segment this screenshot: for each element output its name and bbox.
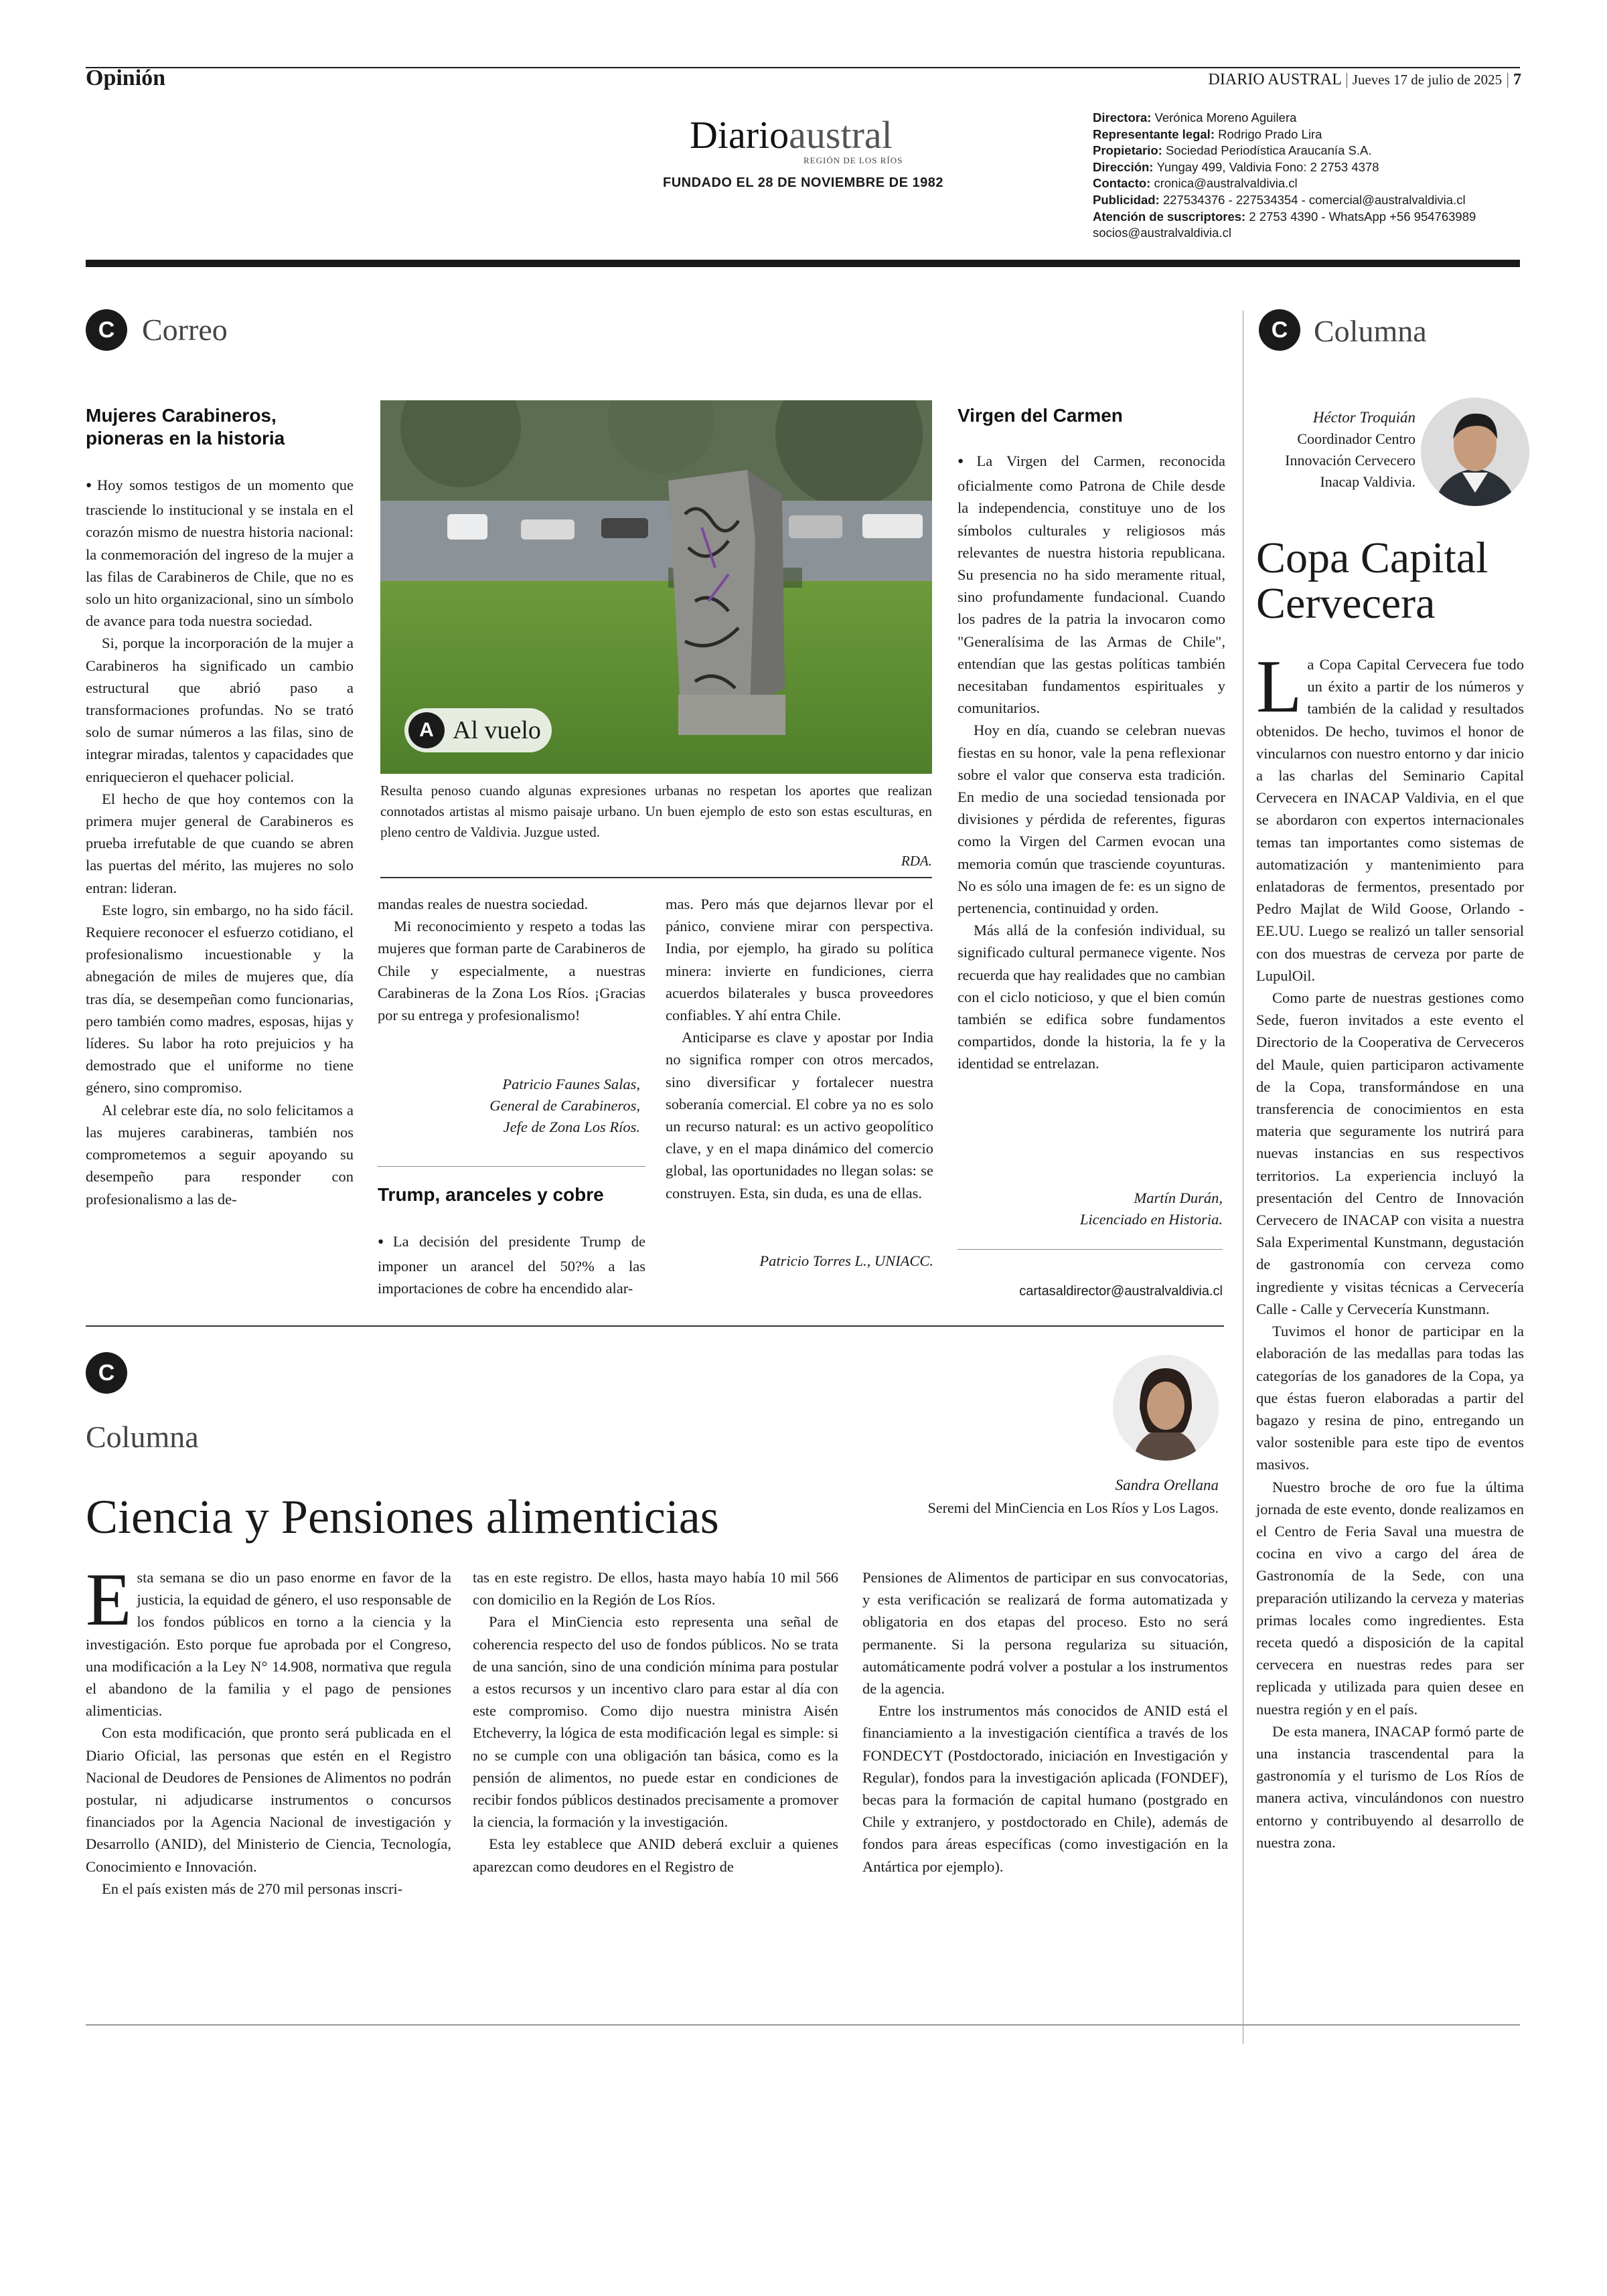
al-vuelo-photo xyxy=(380,400,932,774)
correo-badge: C xyxy=(86,309,127,351)
author-name: Héctor Troquián xyxy=(1312,409,1415,426)
author-name: Sandra Orellana xyxy=(1115,1477,1219,1493)
letter-body xyxy=(958,450,1225,1075)
signature-line: Patricio Torres L., UNIACC. xyxy=(759,1252,933,1269)
signature-line: Patricio Faunes Salas, xyxy=(502,1076,640,1092)
paragraph: Nuestro broche de oro fue la última jornada de este evento, donde realizamos en el Centro de Feria Saval una muestra de cocina en vivo a cargo del área de Gastronomía de la Sede, con una preparación utilizando la cerveza y materias primas locales como ingredientes. Esta receta quedó a disposición de la capital cervecera en nuestras redes para ser replicada y utilizada para quien desee en nuestra región y en el país. xyxy=(1256,1478,1524,1718)
drop-cap: E xyxy=(86,1558,132,1641)
photo-credit: RDA. xyxy=(901,853,932,869)
letter-signature xyxy=(958,1187,1223,1230)
paragraph: Pensiones de Alimentos de participar en sus convocatorias, y esta verificación se realizará de forma automatizada y obligatoria en dos etapas del proceso. Esto no será permanente. Si la persona regulariza su situación, automáticamente podrá volver a postular a los instrumentos de la agencia. xyxy=(862,1569,1228,1698)
signature-line: General de Carabineros, xyxy=(489,1097,640,1114)
columna-label: Columna xyxy=(1314,314,1427,348)
letter-continuation xyxy=(666,893,933,1204)
author-portrait xyxy=(1113,1355,1219,1461)
photo-caption: Resulta penoso cuando algunas expresiones urbanas no respetan los aportes que realizan connotados artistas al mismo paisaje urbano. Un buen ejemplo de esto son estas esculturas, en pleno centro de Valdivia. Juzgue usted. xyxy=(380,783,932,840)
letter-signature xyxy=(666,1250,933,1272)
letter-signature xyxy=(378,1074,640,1138)
signature-line: Inacap Valdivia. xyxy=(1320,473,1415,490)
columna-label: Columna xyxy=(86,1420,199,1454)
author-portrait xyxy=(1421,398,1529,506)
letter-continuation xyxy=(378,893,645,1026)
paragraph: ● Hoy somos testigos de un momento que trasciende lo institucional y se instala en el corazón mismo de nuestra historia nacional: la conmemoración del ingreso de la mujer a las filas de Carabineros de Chile, que no es solo un hito organizacional, sino un símbolo de avance para toda nuestra sociedad. xyxy=(86,474,354,632)
masthead-line: socios@australvaldivia.cl xyxy=(1093,226,1231,240)
paragraph: tas en este registro. De ellos, hasta mayo había 10 mil 566 con domicilio en la Región de Los Ríos. xyxy=(473,1569,838,1609)
paragraph: ● La Virgen del Carmen, reconocida oficialmente como Patrona de Chile desde la independencia, constituye uno de los símbolos culturales y religiosos más relevantes de nuestra historia republicana. Su presencia no ha sido meramente ritual, sino profundamente fundacional. Cuando los padres de la patria la invocaron como "Generalísima de las Armas de Chile", entendían que las gestas políticas también necesitaban fundamentos espirituales y comunitarios. xyxy=(958,450,1225,719)
al-vuelo-tag xyxy=(404,708,552,752)
masthead-line: Representante legal: Rodrigo Prado Lira xyxy=(1093,127,1322,141)
signature-line: Jefe de Zona Los Ríos. xyxy=(503,1119,640,1135)
paragraph: En el país existen más de 270 mil personas inscri- xyxy=(102,1880,403,1897)
column-title: Copa Capital Cervecera xyxy=(1256,534,1488,628)
paragraph: Esta ley establece que ANID deberá excluir a quienes aparezcan como deudores en el Registro de xyxy=(473,1835,838,1875)
section-title: Opinión xyxy=(86,66,166,90)
paragraph: Entre los instrumentos más conocidos de ANID está el financiamiento a la investigación científica a través de los FONDECYT (Postdoctorado, iniciación en Investigación y Regular), fondos para la investigación aplicada (FONDEF), becas para la formación de capital humano (postgrado en Chile y extranjero, y postdoctorado en Chile), además de fondos para áreas específicas (como investigación en la Antártica por ejemplo). xyxy=(862,1702,1228,1875)
signature-line: Coordinador Centro xyxy=(1297,430,1415,447)
author-info xyxy=(1252,407,1415,493)
paragraph: Más allá de la confesión individual, su significado cultural permanece vigente. Nos recuerda que hay realidades que no cambian con el ciclo noticioso, y que el bien común también se edifica sobre fundamentos compartidos, donde la historia, la fe y la identidad se entrelazan. xyxy=(958,922,1225,1072)
masthead-line: Contacto: cronica@australvaldivia.cl xyxy=(1093,176,1298,191)
paragraph: mandas reales de nuestra sociedad. xyxy=(378,896,589,912)
issue-date: Jueves 17 de julio de 2025 xyxy=(1352,72,1503,88)
column-body xyxy=(862,1566,1228,1878)
column-title: Ciencia y Pensiones alimenticias xyxy=(86,1490,719,1544)
drop-cap: L xyxy=(1256,645,1302,728)
masthead-line: Propietario: Sociedad Periodística Araucanía S.A. xyxy=(1093,143,1372,158)
page-number: 7 xyxy=(1513,71,1521,88)
letter-title: Trump, aranceles y cobre xyxy=(378,1184,604,1205)
paragraph: Mi reconocimiento y respeto a todas las mujeres que forman parte de Carabineros de Chile y especialmente, a nuestras Carabineras de la Zona Los Ríos. ¡Gracias por su entrega y profesionalismo! xyxy=(378,918,645,1024)
letter-title: Mujeres Carabineros, pioneras en la historia xyxy=(86,405,285,448)
author-role: Seremi del MinCiencia en Los Ríos y Los Lagos. xyxy=(927,1499,1219,1516)
signature-line: Licenciado en Historia. xyxy=(1079,1211,1223,1228)
al-vuelo-badge: A xyxy=(408,712,445,748)
paragraph: El hecho de que hoy contemos con la primera mujer general de Carabineros es prueba irrefutable de que cuando se abren las puertas del mérito, las mujeres no solo entran: lideran. xyxy=(86,790,354,896)
signature-line: Innovación Cervecero xyxy=(1285,452,1415,469)
paragraph: Esta semana se dio un paso enorme en favor de la justicia, la equidad de género, el uso responsable de los fondos públicos en torno a la ciencia y la investigación. Esto porque fue aprobada por el Congreso, una modificación a la Ley N° 14.908, normativa que regula el abandono de la familia y el pago de pensiones alimenticias. xyxy=(86,1558,451,1720)
paragraph: Este logro, sin embargo, no ha sido fácil. Requiere reconocer el esfuerzo cotidiano, el profesionalismo incuestionable y la abnegación de miles de mujeres que, día tras día, se desempeñan como funcionarias, pero también como madres, esposas, hijas y líderes. Su labor ha roto prejuicios y ha demostrado que el uniforme no tiene género, sino compromiso. xyxy=(86,901,354,1096)
founded-line: FUNDADO EL 28 DE NOVIEMBRE DE 1982 xyxy=(663,175,943,190)
column-body xyxy=(1256,645,1524,1854)
author-role xyxy=(1252,428,1415,493)
paragraph: Para el MinCiencia esto representa una señal de coherencia respecto del uso de fondos públicos. No se trata de una sanción, sino de una condición mínima para postular a estos recursos y un incentivo claro para estar al día con este compromiso. Como dijo nuestra ministra Aisén Etcheverry, la lógica de esta modificación legal es simple: si no se cumple con una obligación tan básica, como es la pensión de alimentos, no puede estar en condiciones de recibir fondos públicos destinados precisamente a promover la ciencia, la formación y la investigación. xyxy=(473,1613,838,1831)
paragraph: ● La decisión del presidente Trump de imponer un arancel del 50?% a las importaciones de cobre ha encendido alar- xyxy=(378,1230,645,1300)
masthead-credits xyxy=(1093,110,1535,242)
letter-body xyxy=(86,474,354,1210)
masthead-line: Dirección: Yungay 499, Valdivia Fono: 2 2753 4378 xyxy=(1093,159,1379,174)
masthead-line: Atención de suscriptores: 2 2753 4390 - WhatsApp +56 954763989 xyxy=(1093,209,1476,224)
masthead-line: Directora: Verónica Moreno Aguilera xyxy=(1093,110,1297,125)
paragraph: Si, porque la incorporación de la mujer a Carabineros ha significado un cambio estructural que abrió paso a transformaciones profundas. No se trató solo de sumar números a las filas, sino de integrar miradas, talentos y capacidades que enriquecieron el quehacer policial. xyxy=(86,635,354,785)
letters-email: cartasaldirector@australvaldivia.cl xyxy=(1019,1284,1223,1299)
paragraph: La Copa Capital Cervecera fue todo un éxito a partir de los números y también de la calidad y resultados obtenidos. De hecho, tuvimos el honor de vincularnos con nuestro entorno y dar inicio a las charlas del Seminario Capital Cervecera en INACAP Valdivia, en el que se abordaron con expertos internacionales temas tan importantes como sistemas de automatización y mantenimiento para enlatadoras de fermentos, presentado por Pedro Majlat de Wild Goose, Orlando - EE.UU. Luego se realizó un taller sensorial con dos muestras de cerveza por parte de LupulOil. xyxy=(1256,645,1524,984)
correo-label: Correo xyxy=(142,313,228,347)
columna-badge: C xyxy=(1259,309,1300,351)
paragraph: De esta manera, INACAP formó parte de una instancia trascendental para la gastronomía y el turismo de Los Ríos de manera activa, vinculándonos con nuestro entorno y contribuyendo al desarrollo de nuestra zona. xyxy=(1256,1722,1524,1851)
paragraph: mas. Pero más que dejarnos llevar por el pánico, conviene mirar con perspectiva. India, por ejemplo, ha girado su política minera: invierte en fundiciones, cierra acuerdos bilaterales y busca proveedores confiables. Y ahí entra Chile. xyxy=(666,896,933,1024)
newspaper-logo: Diarioaustral xyxy=(690,113,893,157)
paragraph: Con esta modificación, que pronto será publicada en el Diario Oficial, las personas que estén en el Registro Nacional de Deudores de Pensiones de Alimentos no podrán postular, ni adjudicarse instrumentos o concursos financiados por la Agencia Nacional de investigación y Desarrollo (ANID), del Ministerio de Ciencia, Tecnología, Conocimiento e Innovación. xyxy=(86,1724,451,1875)
column-body xyxy=(86,1558,451,1900)
column-body xyxy=(473,1566,838,1878)
paragraph: Al celebrar este día, no solo felicitamos a las mujeres carabineras, también nos comprometemos a seguir apoyando su desempeño para responder con profesionalismo a las de- xyxy=(86,1101,354,1208)
paragraph: Tuvimos el honor de participar en la elaboración de las medallas para todas las categorías de los ganadores de la Copa, ya que éstas fueron elaboradas a partir del bagazo y resina de pino, entregando un valor sostenible para este tipo de eventos masivos. xyxy=(1256,1323,1524,1473)
letter-body xyxy=(378,1230,645,1300)
letter-title: Virgen del Carmen xyxy=(958,405,1123,426)
paragraph: Hoy en día, cuando se celebran nuevas fiestas en su honor, vale la pena reflexionar sobre el valor que conserva esta tradición. En medio de una sociedad tensionada por divisiones y pérdida de referentes, figuras como la Virgen del Carmen evocan una memoria común que trasciende coyunturas. No es sólo una imagen de fe: es un signo de pertenencia, continuidad y orden. xyxy=(958,722,1225,917)
paragraph: Anticiparse es clave y apostar por India no significa romper con otros mercados, sino diversificar y fortalecer nuestra soberanía comercial. El cobre ya no es solo un recurso natural: es un activo geopolítico clave, y en el mapa dinámico del comercio global, las oportunidades no llegan solas: se construyen. Esta, sin duda, es una de ellas. xyxy=(666,1029,933,1202)
logo-region: REGIÓN DE LOS RÍOS xyxy=(804,155,903,165)
author-photo xyxy=(1421,398,1529,506)
signature-line: Martín Durán, xyxy=(1134,1190,1223,1206)
page-folio: DIARIO AUSTRAL | Jueves 17 de julio de 2025 | 7 xyxy=(1208,71,1521,88)
al-vuelo-label: Al vuelo xyxy=(453,716,541,744)
paper-name: DIARIO AUSTRAL xyxy=(1208,71,1341,88)
paragraph: Como parte de nuestras gestiones como Sede, fueron invitados a este evento el Directorio de la Cooperativa de Cerveceros del Maule, quien participaron activamente de la Copa, transformándose en una transferencia de conocimientos en esta materia que seguramente los nutrirá para nuevas instancias en sus respectivos territorios. La experiencia incluyó la presentación del Centro de Innovación Cervecero de INACAP con visita a nuestra Sala Experimental Kunstmann, degustación de gastronomía con cerveza como ingrediente y visitas técnicas a Cervecería Calle - Calle y Cervecería Kunstmann. xyxy=(1256,989,1524,1317)
author-photo xyxy=(1113,1355,1219,1461)
masthead-line: Publicidad: 227534376 - 227534354 - comercial@australvaldivia.cl xyxy=(1093,192,1466,207)
columna-badge: C xyxy=(86,1352,127,1394)
